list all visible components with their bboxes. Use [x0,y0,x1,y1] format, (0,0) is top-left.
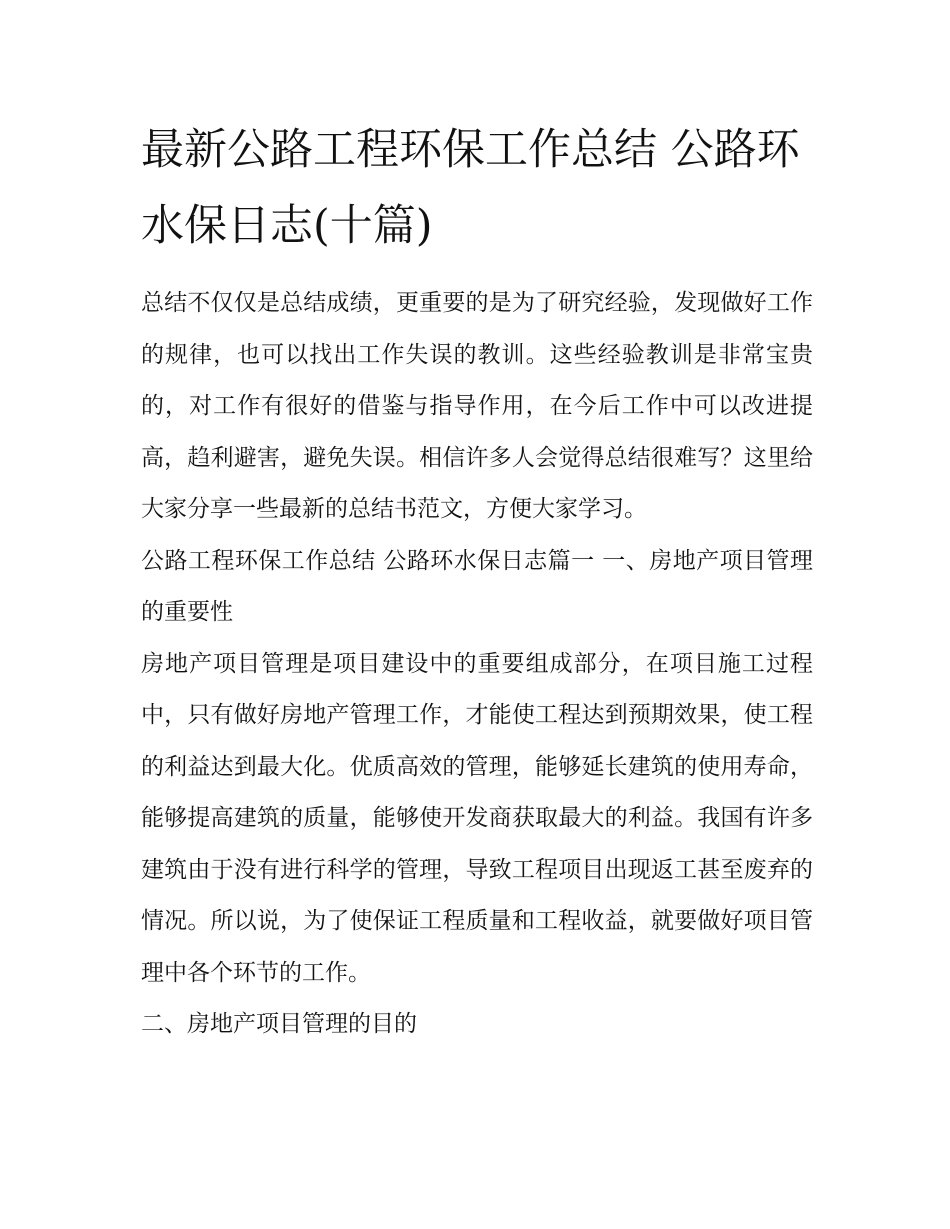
section-heading-1: 公路工程环保工作总结 公路环水保日志篇一 一、房地产项目管理的重要性 [141,547,813,625]
document-title: 最新公路工程环保工作总结 公路环水保日志(十篇) [141,125,800,251]
intro-paragraph: 总结不仅仅是总结成绩，更重要的是为了研究经验，发现做好工作的规律，也可以找出工作失误的教训。这些经验教训是非常宝贵的，对工作有很好的借鉴与指导作用，在今后工作中可以改进提高，趋利避害，避免失误。相信许多人会觉得总结很难写？这里给大家分享一些最新的总结书范文，方便大家学习。 [141,290,813,522]
document-body [141,112,813,1051]
body-paragraph: 房地产项目管理是项目建设中的重要组成部分，在项目施工过程中，只有做好房地产管理工作，才能使工程达到预期效果，使工程的利益达到最大化。优质高效的管理，能够延长建筑的使用寿命，能够提高建筑的质量，能够使开发商获取最大的利益。我国有许多建筑由于没有进行科学的管理，导致工程项目出现返工甚至废弃的情况。所以说，为了使保证工程质量和工程收益，就要做好项目管理中各个环节的工作。 [141,650,813,986]
section-heading-2: 二、房地产项目管理的目的 [141,1011,417,1037]
